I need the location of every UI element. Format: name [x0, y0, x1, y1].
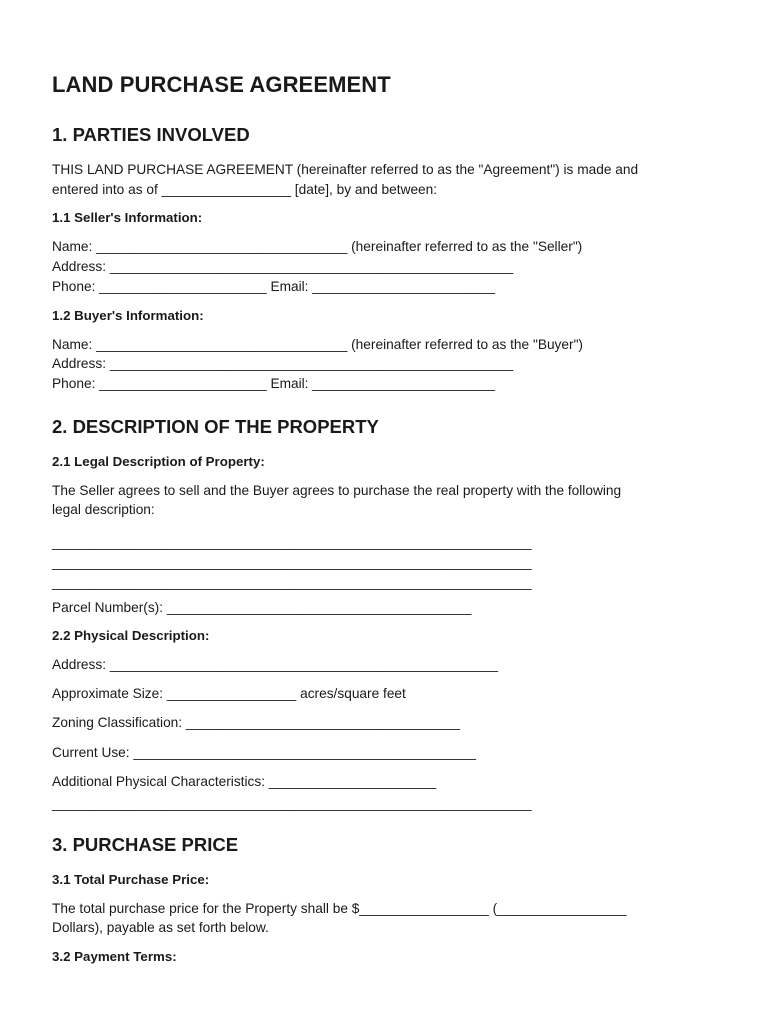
section-2-heading: 2. DESCRIPTION OF THE PROPERTY [52, 416, 379, 437]
payment-terms-heading: 3.2 Payment Terms: [52, 949, 177, 964]
section-1-heading: 1. PARTIES INVOLVED [52, 124, 250, 145]
seller-name-field: Name: _________________________________ (hereinafter referred to as the "Seller") [52, 239, 583, 254]
seller-phone-email-field: Phone: ______________________ Email: ________________________ [52, 279, 495, 294]
seller-address-field: Address: _____________________________________________________ [52, 259, 514, 274]
legal-blank-line-2: _______________________________________________________________ [52, 555, 532, 570]
approximate-size-field: Approximate Size: _________________ acres/square feet [52, 686, 406, 701]
additional-characteristics-line: _______________________________________________________________ [52, 796, 532, 811]
buyer-info-heading: 1.2 Buyer's Information: [52, 308, 204, 323]
total-price-text-1: The total purchase price for the Property shall be $_________________ (_________________ [52, 901, 627, 916]
buyer-address-field: Address: _____________________________________________________ [52, 356, 514, 371]
legal-description-text-1: The Seller agrees to sell and the Buyer agrees to purchase the real property with the following [52, 483, 622, 498]
total-price-heading: 3.1 Total Purchase Price: [52, 872, 210, 887]
seller-info-heading: 1.1 Seller's Information: [52, 210, 203, 225]
total-price-text-2: Dollars), payable as set forth below. [52, 920, 269, 935]
section-3-heading: 3. PURCHASE PRICE [52, 834, 239, 855]
zoning-classification-field: Zoning Classification: ____________________________________ [52, 715, 460, 730]
legal-description-text-2: legal description: [52, 502, 155, 517]
document-title: LAND PURCHASE AGREEMENT [52, 72, 391, 97]
buyer-name-field: Name: _________________________________ (hereinafter referred to as the "Buyer") [52, 337, 583, 352]
legal-blank-line-1: _______________________________________________________________ [52, 535, 532, 550]
legal-blank-line-3: _______________________________________________________________ [52, 575, 532, 590]
current-use-field: Current Use: _____________________________________________ [52, 745, 476, 760]
parcel-number-field: Parcel Number(s): ________________________________________ [52, 600, 472, 615]
intro-line-1: THIS LAND PURCHASE AGREEMENT (hereinafter referred to as the "Agreement") is made and [52, 162, 639, 177]
property-address-field: Address: ___________________________________________________ [52, 657, 499, 672]
buyer-phone-email-field: Phone: ______________________ Email: ________________________ [52, 376, 495, 391]
legal-description-heading: 2.1 Legal Description of Property: [52, 454, 265, 469]
physical-description-heading: 2.2 Physical Description: [52, 628, 210, 643]
additional-characteristics-field: Additional Physical Characteristics: ______________________ [52, 774, 437, 789]
intro-line-2: entered into as of _________________ [date], by and between: [52, 182, 438, 197]
